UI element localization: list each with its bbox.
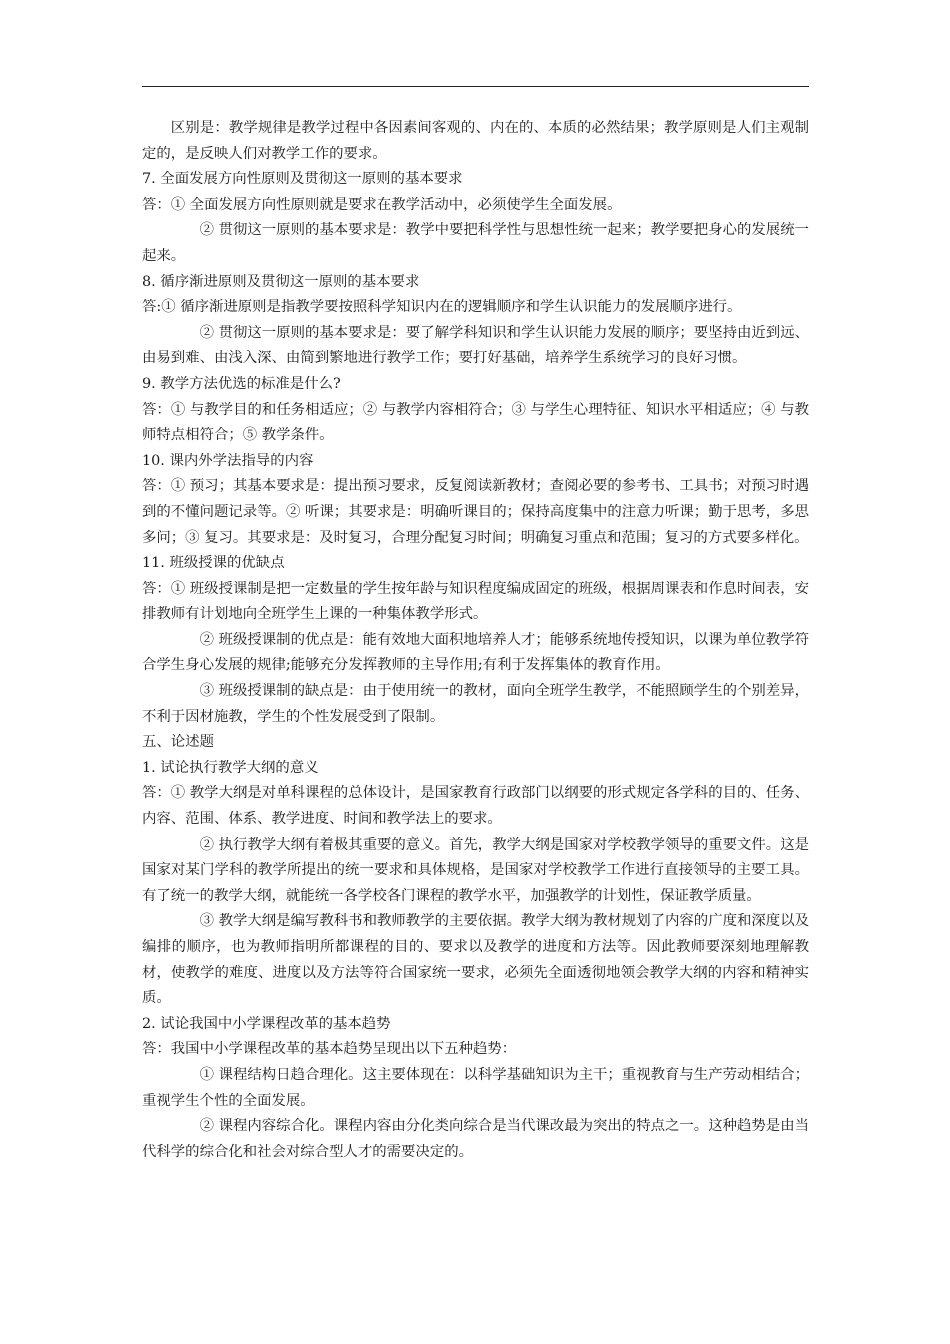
answer-paragraph: 答：我国中小学课程改革的基本趋势呈现出以下五种趋势： — [142, 1041, 517, 1058]
question-heading: 7. 全面发展方向性原则及贯彻这一原则的基本要求 — [142, 171, 463, 188]
answer-subpoint: ② 贯彻这一原则的基本要求是：教学中要把科学性与思想性统一起来；教学要把身心的发展统一起来。 — [142, 222, 809, 264]
question-heading: 1. 试论执行教学大纲的意义 — [142, 759, 319, 776]
document-body — [142, 116, 809, 1165]
answer-subpoint: ② 课程内容综合化。课程内容由分化类向综合是当代课改最为突出的特点之一。这种趋势是由当代科学的综合化和社会对综合型人才的需要决定的。 — [142, 1118, 809, 1160]
answer-subpoint: ① 课程结构日趋合理化。这主要体现在：以科学基础知识为主干；重视教育与生产劳动相结合；重视学生个性的全面发展。 — [142, 1066, 809, 1109]
header-rule — [142, 86, 809, 87]
answer-subpoint: ③ 班级授课制的缺点是：由于使用统一的教材，面向全班学生教学，不能照顾学生的个别差异，不利于因材施教，学生的个性发展受到了限制。 — [142, 683, 809, 725]
answer-paragraph: 答：① 教学大纲是对单科课程的总体设计，是国家教育行政部门以纲要的形式规定各学科的目的、任务、内容、范围、体系、教学进度、时间和教学法上的要求。 — [142, 785, 809, 828]
question-heading: 9. 教学方法优选的标准是什么? — [142, 375, 341, 392]
answer-paragraph: 答：① 与教学目的和任务相适应；② 与教学内容相符合；③ 与学生心理特征、知识水平相适应；④ 与教师特点相符合；⑤ 教学条件。 — [142, 401, 809, 444]
question-heading: 2. 试论我国中小学课程改革的基本趋势 — [142, 1015, 391, 1032]
paragraph: 区别是：教学规律是教学过程中各因素间客观的、内在的、本质的必然结果；教学原则是人们主观制定的，是反映人们对教学工作的要求。 — [142, 120, 809, 162]
answer-subpoint: ② 贯彻这一原则的基本要求是：要了解学科知识和学生认识能力发展的顺序；要坚持由近到远、由易到难、由浅入深、由简到繁地进行教学工作；要打好基础，培养学生系统学习的良好习惯。 — [142, 324, 809, 367]
question-heading: 11. 班级授课的优缺点 — [142, 555, 285, 572]
answer-subpoint: ③ 教学大纲是编写教科书和教师教学的主要依据。教学大纲为教材规划了内容的广度和深度以及编排的顺序，也为教师指明所都课程的目的、要求以及教学的进度和方法等。因此教师要深刻地理解教材，使教学的难度、进度以及方法等符合国家统一要求，必须先全面透彻地领会教学大纲的内容和精神实质。 — [142, 913, 809, 1007]
section-heading: 五、论述题 — [142, 734, 214, 751]
answer-paragraph: 答:① 循序渐进原则是指教学要按照科学知识内在的逻辑顺序和学生认识能力的发展顺序进行。 — [142, 299, 742, 316]
answer-subpoint: ② 执行教学大纲有着极其重要的意义。首先，教学大纲是国家对学校教学领导的重要文件。这是国家对某门学科的教学所提出的统一要求和具体规格，是国家对学校教学工作进行直接领导的主要工具。有了统一的教学大纲，就能统一各学校各门课程的教学水平，加强教学的计划性，保证教学质量。 — [142, 836, 809, 904]
answer-paragraph: 答：① 班级授课制是把一定数量的学生按年龄与知识程度编成固定的班级，根据周课表和作息时间表，安排教师有计划地向全班学生上课的一种集体教学形式。 — [142, 580, 809, 623]
answer-paragraph: 答：① 预习；其基本要求是：提出预习要求，反复阅读新教材；查阅必要的参考书、工具书；对预习时遇到的不懂问题记录等。② 听课；其要求是：明确听课目的；保持高度集中的注意力听课；勤于思考，多思多问；③ 复习。其要求是：及时复习，合理分配复习时间；明确复习重点和范围；复习的方式要多样化。 — [142, 478, 809, 546]
question-heading: 8. 循序渐进原则及贯彻这一原则的基本要求 — [142, 273, 420, 290]
question-heading: 10. 课内外学法指导的内容 — [142, 452, 314, 469]
answer-paragraph: 答：① 全面发展方向性原则就是要求在教学活动中，必须使学生全面发展。 — [142, 196, 622, 213]
answer-subpoint: ② 班级授课制的优点是：能有效地大面积地培养人才；能够系统地传授知识，以课为单位教学符合学生身心发展的规律;能够充分发挥教师的主导作用;有利于发挥集体的教育作用。 — [142, 631, 809, 674]
